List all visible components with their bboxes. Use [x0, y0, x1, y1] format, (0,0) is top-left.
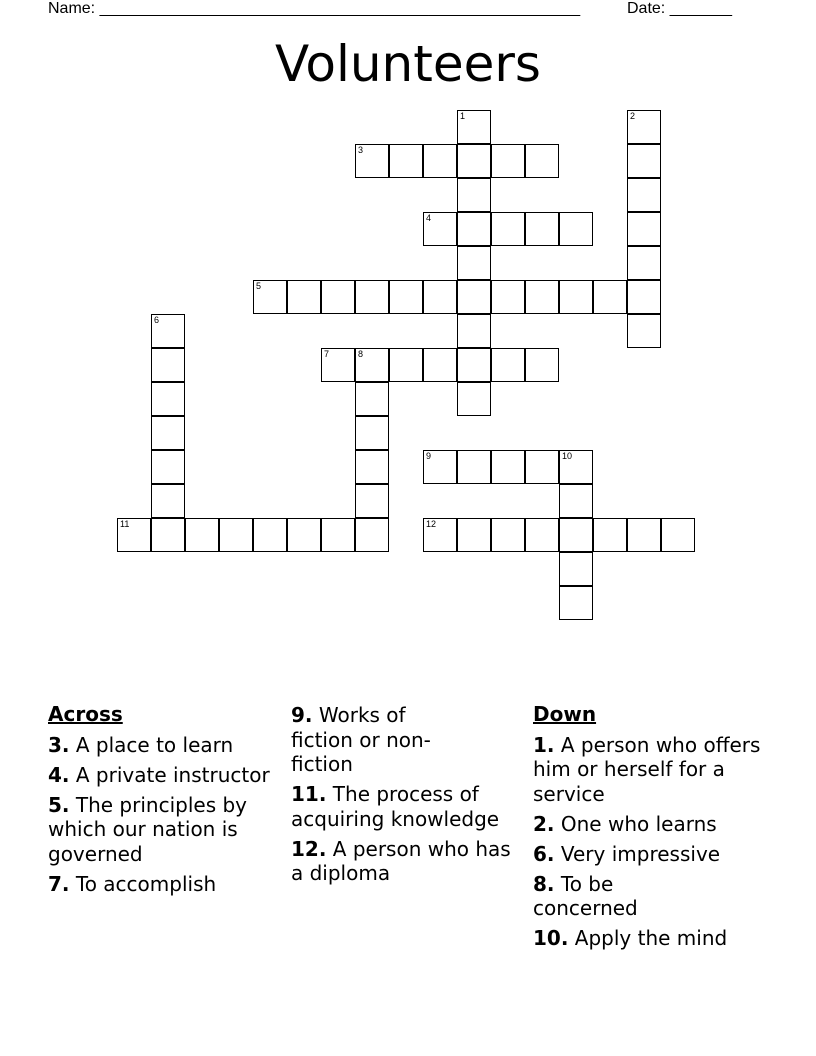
- grid-cell[interactable]: [423, 348, 457, 382]
- clue-across-12: 12. A person who has a diploma: [291, 836, 511, 885]
- grid-cell[interactable]: [151, 314, 185, 348]
- grid-cell[interactable]: [627, 212, 661, 246]
- grid-cell[interactable]: [559, 484, 593, 518]
- grid-cell[interactable]: [287, 518, 321, 552]
- clue-across-7: 7. To accomplish: [48, 871, 217, 896]
- grid-cell[interactable]: [593, 280, 627, 314]
- grid-cell[interactable]: [355, 484, 389, 518]
- grid-cell[interactable]: [389, 144, 423, 178]
- grid-cell[interactable]: [525, 348, 559, 382]
- clue-across-3: 3. A place to learn: [48, 732, 234, 757]
- grid-cell[interactable]: [559, 552, 593, 586]
- clue-down-1: 1. A person who offers him or herself for a service: [533, 732, 761, 806]
- grid-cell[interactable]: [355, 348, 389, 382]
- grid-cell[interactable]: [627, 314, 661, 348]
- grid-cell[interactable]: [457, 518, 491, 552]
- grid-cell[interactable]: [355, 450, 389, 484]
- clue-number: 10: [562, 451, 573, 461]
- grid-cell[interactable]: [287, 280, 321, 314]
- across-heading: Across: [48, 702, 123, 726]
- grid-cell[interactable]: [627, 280, 661, 314]
- grid-cell[interactable]: [525, 144, 559, 178]
- grid-cell[interactable]: [423, 212, 457, 246]
- grid-cell[interactable]: [151, 450, 185, 484]
- clue-column-1: [48, 702, 280, 902]
- clue-number: 7: [324, 349, 330, 359]
- clue-down-6: 6. Very impressive: [533, 841, 721, 866]
- clue-across-4: 4. A private instructor: [48, 762, 270, 787]
- clue-number: 4: [426, 213, 432, 223]
- clue-down-8: 8. To be concerned: [533, 871, 638, 920]
- grid-cell[interactable]: [457, 348, 491, 382]
- grid-cell[interactable]: [355, 416, 389, 450]
- grid-cell[interactable]: [627, 144, 661, 178]
- date-field[interactable]: Date: _______: [627, 0, 732, 17]
- grid-cell[interactable]: [355, 280, 389, 314]
- grid-cell[interactable]: [457, 110, 491, 144]
- grid-cell[interactable]: [389, 348, 423, 382]
- grid-cell[interactable]: [525, 212, 559, 246]
- grid-cell[interactable]: [423, 518, 457, 552]
- clue-number: 11: [120, 519, 130, 529]
- grid-cell[interactable]: [355, 144, 389, 178]
- grid-cell[interactable]: [457, 178, 491, 212]
- puzzle-title: Volunteers: [275, 35, 541, 93]
- grid-cell[interactable]: [355, 518, 389, 552]
- grid-cell[interactable]: [423, 280, 457, 314]
- grid-cell[interactable]: [151, 416, 185, 450]
- grid-cell[interactable]: [627, 246, 661, 280]
- grid-cell[interactable]: [491, 280, 525, 314]
- grid-cell[interactable]: [355, 382, 389, 416]
- grid-cell[interactable]: [491, 348, 525, 382]
- grid-cell[interactable]: [457, 382, 491, 416]
- grid-cell[interactable]: [117, 518, 151, 552]
- grid-cell[interactable]: [491, 212, 525, 246]
- clue-number: 12: [426, 519, 437, 529]
- clue-across-5: 5. The principles by which our nation is governed: [48, 792, 247, 866]
- name-field[interactable]: Name: ______________________________________________________: [48, 0, 581, 17]
- clue-down-10: 10. Apply the mind: [533, 926, 728, 950]
- grid-cell[interactable]: [151, 348, 185, 382]
- grid-cell[interactable]: [185, 518, 219, 552]
- clue-column-3: [533, 702, 773, 956]
- grid-cell[interactable]: [457, 314, 491, 348]
- grid-cell[interactable]: [457, 246, 491, 280]
- grid-cell[interactable]: [151, 484, 185, 518]
- header: [0, 0, 816, 20]
- grid-cell[interactable]: [627, 178, 661, 212]
- grid-cell[interactable]: [423, 450, 457, 484]
- down-heading: Down: [533, 702, 597, 726]
- grid-cell[interactable]: [491, 450, 525, 484]
- clue-number: 8: [358, 349, 364, 359]
- grid-cell[interactable]: [219, 518, 253, 552]
- grid-cell[interactable]: [389, 280, 423, 314]
- grid-cell[interactable]: [457, 144, 491, 178]
- grid-cell[interactable]: [559, 280, 593, 314]
- grid-cell[interactable]: [559, 518, 593, 552]
- clue-number: 2: [630, 111, 636, 121]
- grid-cell[interactable]: [627, 518, 661, 552]
- clue-number: 6: [154, 315, 160, 325]
- grid-cell[interactable]: [321, 280, 355, 314]
- grid-cell[interactable]: [627, 110, 661, 144]
- grid-cell[interactable]: [525, 280, 559, 314]
- grid-cell[interactable]: [321, 518, 355, 552]
- grid-cell[interactable]: [661, 518, 695, 552]
- grid-cell[interactable]: [559, 212, 593, 246]
- grid-cell[interactable]: [457, 450, 491, 484]
- clue-across-11: 11. The process of acquiring knowledge: [291, 782, 500, 831]
- grid-cell[interactable]: [151, 382, 185, 416]
- clue-number: 3: [358, 145, 364, 155]
- clue-column-2: [291, 703, 525, 891]
- clue-down-2: 2. One who learns: [533, 811, 717, 836]
- grid-cell[interactable]: [321, 348, 355, 382]
- grid-cell[interactable]: [491, 518, 525, 552]
- clue-across-9: 9. Works of fiction or non-fiction: [291, 703, 431, 776]
- clue-number: 9: [426, 451, 432, 461]
- grid-cell[interactable]: [457, 280, 491, 314]
- clue-number: 1: [460, 111, 466, 121]
- grid-cell[interactable]: [559, 586, 593, 620]
- grid-cell[interactable]: [525, 518, 559, 552]
- grid-cell[interactable]: [491, 144, 525, 178]
- grid-cell[interactable]: [253, 280, 287, 314]
- grid-cell[interactable]: [253, 518, 287, 552]
- grid-cell[interactable]: [593, 518, 627, 552]
- grid-cell[interactable]: [559, 450, 593, 484]
- grid-cell[interactable]: [457, 212, 491, 246]
- grid-cell[interactable]: [423, 144, 457, 178]
- grid-cell[interactable]: [151, 518, 185, 552]
- grid-cell[interactable]: [525, 450, 559, 484]
- clue-number: 5: [256, 281, 262, 291]
